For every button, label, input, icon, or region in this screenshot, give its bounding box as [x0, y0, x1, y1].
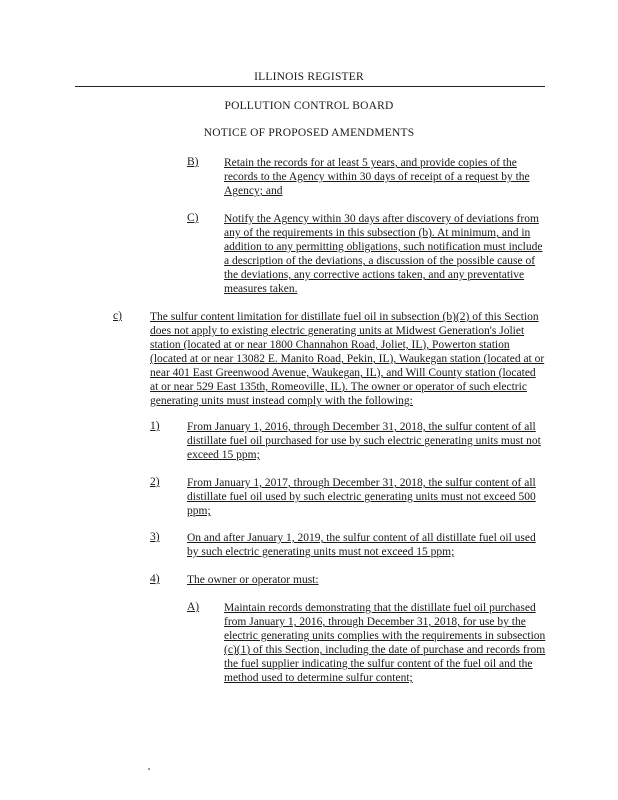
item-b-label: B): [187, 156, 199, 168]
item-b-text: Retain the records for at least 5 years, and provide copies of the records to the Agency within 30 days of receipt of a request by the Agency; and: [224, 157, 530, 197]
item-c-text: Notify the Agency within 30 days after discovery of deviations from any of the requirements in this subsection (b). At minimum, and in addition to any permitting obligations, such notification must include a description of the deviations, a discussion of the possible cause of the deviations, any corrective actions taken, and any preventative measures taken.: [224, 213, 543, 295]
item-2-label: 2): [150, 476, 160, 488]
register-title: ILLINOIS REGISTER: [254, 71, 364, 83]
item-c-label: C): [187, 212, 199, 224]
item-1-label: 1): [150, 420, 160, 432]
item-4-text: The owner or operator must:: [187, 574, 319, 586]
section-c-text: The sulfur content limitation for distillate fuel oil in subsection (b)(2) of this Section does not apply to existing electric generating units at Midwest Generation's Joliet station (located at or near 1800 Channahon Road, Joliet, IL), Powerton station (located at or near 13082 E. Manito Road, Pekin, IL), Waukegan station (located at or near 401 East Greenwood Avenue, Waukegan, IL), and Will County station (located at or near 529 East 135th, Romeoville, IL). The owner or operator of such electric generating units must instead comply with the following:: [150, 311, 545, 407]
item-3-text: On and after January 1, 2019, the sulfur content of all distillate fuel oil used by such electric generating units must not exceed 15 ppm;: [187, 532, 536, 558]
item-a-label: A): [187, 601, 200, 613]
section-c-label: c): [113, 310, 122, 322]
scan-speck: [148, 768, 150, 770]
item-1-text: From January 1, 2016, through December 31, 2018, the sulfur content of all distillate fuel oil purchased for use by such electric generating units must not exceed 15 ppm;: [187, 421, 541, 461]
item-a-text: Maintain records demonstrating that the distillate fuel oil purchased from January 1, 2016, through December 31, 2018, for use by the electric generating units complies with the requirements in subsection (c)(1) of this Section, including the date of purchase and records from the fuel supplier indicating the sulfur content of the fuel oil and the method used to determine sulfur content;: [224, 602, 546, 684]
item-4-label: 4): [150, 573, 160, 585]
item-2-text: From January 1, 2017, through December 31, 2018, the sulfur content of all distillate fuel oil used by such electric generating units must not exceed 500 ppm;: [187, 477, 536, 517]
item-3-label: 3): [150, 531, 160, 543]
board-title: POLLUTION CONTROL BOARD: [224, 100, 394, 112]
notice-title: NOTICE OF PROPOSED AMENDMENTS: [203, 127, 415, 139]
header-rule: [75, 86, 545, 87]
